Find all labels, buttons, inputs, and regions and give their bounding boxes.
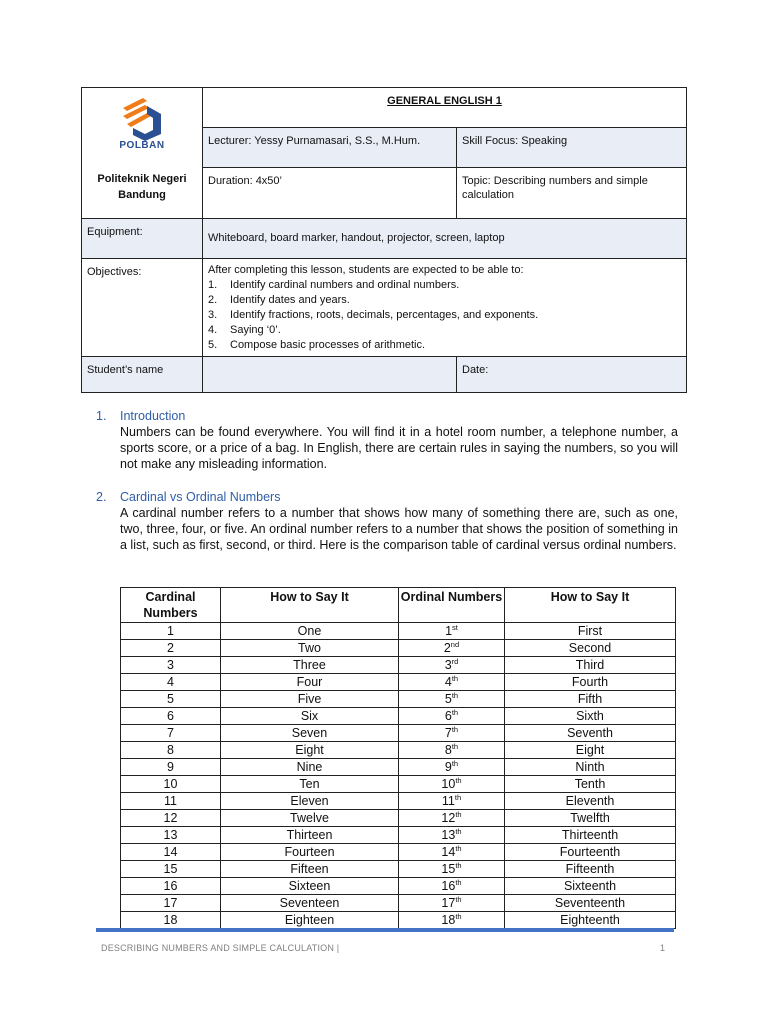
footer-rule [96, 928, 674, 932]
section-number: 1. [96, 409, 107, 423]
cardinal-number: 18 [121, 912, 221, 929]
cardinal-word: Twelve [221, 810, 399, 827]
ordinal-number [399, 725, 505, 742]
ordinal-digits: 17 [441, 896, 456, 910]
table-row [121, 640, 676, 657]
ordinal-word: Fourth [505, 674, 676, 691]
ordinal-number [399, 912, 505, 929]
ordinal-digits: 3 [444, 658, 452, 672]
cardinal-word: Four [221, 674, 399, 691]
ordinal-digits: 7 [444, 726, 452, 740]
table-header-row [121, 588, 676, 623]
objectives-intro: After completing this lesson, students are expected to be able to: [208, 264, 524, 276]
ordinal-suffix: th [455, 877, 462, 887]
objective-text: Compose basic processes of arithmetic. [230, 339, 426, 351]
ordinal-digits: 5 [444, 692, 452, 706]
table-row [121, 776, 676, 793]
cardinal-number: 10 [121, 776, 221, 793]
ordinal-digits: 8 [444, 743, 452, 757]
ordinal-digits: 16 [441, 879, 456, 893]
lecturer-cell: Lecturer: Yessy Purnamasari, S.S., M.Hum. [203, 128, 457, 168]
cardinal-word: Fifteen [221, 861, 399, 878]
cardinal-number: 12 [121, 810, 221, 827]
ordinal-word: Tenth [505, 776, 676, 793]
cardinal-word: Eighteen [221, 912, 399, 929]
section-introduction [96, 408, 678, 472]
table-row [121, 623, 676, 640]
page-number: 1 [660, 943, 666, 953]
table-row [121, 844, 676, 861]
cardinal-word: Sixteen [221, 878, 399, 895]
table-row [121, 878, 676, 895]
ordinal-digits: 9 [444, 760, 452, 774]
cardinal-word: Thirteen [221, 827, 399, 844]
table-row [121, 725, 676, 742]
section-title: Cardinal vs Ordinal Numbers [120, 490, 281, 504]
ordinal-suffix: rd [451, 656, 459, 666]
cardinal-word: Fourteen [221, 844, 399, 861]
topic-cell: Topic: Describing numbers and simple calculation [457, 168, 687, 219]
objective-item [208, 338, 681, 353]
cardinal-number: 6 [121, 708, 221, 725]
cardinal-word: Eleven [221, 793, 399, 810]
cardinal-number: 16 [121, 878, 221, 895]
table-row [121, 793, 676, 810]
objective-text: Identify fractions, roots, decimals, percentages, and exponents. [230, 309, 539, 321]
objective-text: Identify cardinal numbers and ordinal numbers. [230, 279, 460, 291]
cardinal-number: 13 [121, 827, 221, 844]
cardinal-ordinal-table [120, 587, 676, 929]
objective-item [208, 308, 681, 323]
table-row [121, 708, 676, 725]
ordinal-digits: 18 [441, 913, 456, 927]
table-body [121, 623, 676, 929]
objective-number: 3. [208, 309, 218, 321]
cardinal-number: 2 [121, 640, 221, 657]
ordinal-word: Seventeenth [505, 895, 676, 912]
objective-item [208, 323, 681, 338]
ordinal-suffix: th [454, 792, 462, 802]
ordinal-number [399, 640, 505, 657]
ordinal-digits: 6 [444, 709, 452, 723]
cardinal-word: Nine [221, 759, 399, 776]
ordinal-number [399, 674, 505, 691]
cardinal-number: 8 [121, 742, 221, 759]
ordinal-number [399, 844, 505, 861]
table-row [121, 861, 676, 878]
ordinal-number [399, 827, 505, 844]
ordinal-number [399, 776, 505, 793]
student-name-label: Student’s name [82, 357, 203, 393]
ordinal-number [399, 742, 505, 759]
table-row [121, 827, 676, 844]
ordinal-number [399, 861, 505, 878]
ordinal-word: Eight [505, 742, 676, 759]
table-row [121, 912, 676, 929]
cardinal-number: 11 [121, 793, 221, 810]
section-heading [96, 489, 678, 505]
ordinal-number [399, 895, 505, 912]
section-body: Numbers can be found everywhere. You will find it in a hotel room number, a telephone number, a sports score, or a price of a bag. In English, there are certain rules in saying the numbers, so you will not make any misleading information. [120, 425, 678, 471]
ordinal-suffix: st [452, 622, 458, 632]
ordinal-suffix: th [451, 741, 459, 751]
objective-number: 5. [208, 339, 218, 351]
ordinal-number [399, 810, 505, 827]
ordinal-suffix: nd [450, 639, 460, 649]
cardinal-word: Six [221, 708, 399, 725]
ordinal-number [399, 793, 505, 810]
ordinal-suffix: th [455, 894, 462, 904]
ordinal-word: Seventh [505, 725, 676, 742]
cardinal-number: 5 [121, 691, 221, 708]
ordinal-word: Eighteenth [505, 912, 676, 929]
ordinal-word: Fifteenth [505, 861, 676, 878]
ordinal-suffix: th [455, 843, 462, 853]
date-label: Date: [457, 357, 687, 393]
table-row [121, 674, 676, 691]
ordinal-suffix: th [455, 809, 462, 819]
ordinal-word: Third [505, 657, 676, 674]
ordinal-digits: 15 [441, 862, 456, 876]
section-cardinal-ordinal [96, 489, 678, 553]
ordinal-number [399, 708, 505, 725]
cardinal-word: One [221, 623, 399, 640]
header-how-to-say-ordinal: How to Say It [505, 588, 676, 623]
cardinal-number: 4 [121, 674, 221, 691]
cardinal-number: 15 [121, 861, 221, 878]
table-row [121, 895, 676, 912]
section-body: A cardinal number refers to a number that shows how many of something there are, such as one, two, three, four, or five. An ordinal number refers to a number that shows the position of something in a list, such as first, second, or third. Here is the comparison table of cardinal versus ordinal numbers. [120, 506, 678, 552]
ordinal-digits: 14 [441, 845, 456, 859]
ordinal-digits: 13 [441, 828, 456, 842]
header-cardinal: Cardinal Numbers [121, 588, 221, 623]
ordinal-suffix: th [455, 826, 462, 836]
ordinal-suffix: th [451, 690, 459, 700]
skill-focus-cell: Skill Focus: Speaking [457, 128, 687, 168]
table-row [121, 742, 676, 759]
cardinal-number: 17 [121, 895, 221, 912]
objective-item [208, 293, 681, 308]
ordinal-suffix: th [455, 860, 462, 870]
ordinal-suffix: th [455, 775, 462, 785]
header-ordinal: Ordinal Numbers [399, 588, 505, 623]
cardinal-number: 7 [121, 725, 221, 742]
cardinal-word: Five [221, 691, 399, 708]
section-number: 2. [96, 490, 107, 504]
ordinal-number [399, 759, 505, 776]
ordinal-word: Eleventh [505, 793, 676, 810]
ordinal-word: Sixth [505, 708, 676, 725]
logo-text: POLBAN [119, 140, 165, 151]
ordinal-word: Fourteenth [505, 844, 676, 861]
equipment-label: Equipment: [82, 219, 203, 259]
cardinal-word: Eight [221, 742, 399, 759]
cardinal-word: Ten [221, 776, 399, 793]
cardinal-number: 14 [121, 844, 221, 861]
ordinal-word: Ninth [505, 759, 676, 776]
ordinal-number [399, 657, 505, 674]
ordinal-word: First [505, 623, 676, 640]
polban-logo-icon [117, 94, 167, 142]
ordinal-suffix: th [455, 911, 462, 921]
ordinal-number [399, 878, 505, 895]
cardinal-number: 3 [121, 657, 221, 674]
cardinal-word: Three [221, 657, 399, 674]
ordinal-digits: 12 [441, 811, 456, 825]
section-heading [96, 408, 678, 424]
ordinal-word: Twelfth [505, 810, 676, 827]
institution-name: Politeknik Negeri Bandung [97, 173, 187, 201]
duration-cell: Duration: 4x50’ [203, 168, 457, 219]
cardinal-word: Two [221, 640, 399, 657]
objective-text: Identify dates and years. [230, 294, 350, 306]
ordinal-digits: 11 [441, 794, 455, 808]
ordinal-suffix: th [451, 707, 459, 717]
table-row [121, 759, 676, 776]
ordinal-word: Thirteenth [505, 827, 676, 844]
section-title: Introduction [120, 409, 186, 423]
table-row [121, 810, 676, 827]
cardinal-word: Seven [221, 725, 399, 742]
student-name-field[interactable] [203, 357, 457, 393]
objectives-cell [203, 259, 687, 357]
objective-number: 1. [208, 279, 218, 291]
lesson-info-table [81, 87, 687, 393]
ordinal-suffix: th [451, 758, 459, 768]
ordinal-digits: 1 [445, 624, 453, 638]
ordinal-digits: 2 [443, 641, 451, 655]
cardinal-number: 9 [121, 759, 221, 776]
equipment-value: Whiteboard, board marker, handout, projector, screen, laptop [203, 219, 687, 259]
table-row [121, 657, 676, 674]
table-row [121, 691, 676, 708]
cardinal-word: Seventeen [221, 895, 399, 912]
objective-text: Saying ‘0’. [230, 324, 281, 336]
course-title: GENERAL ENGLISH 1 [203, 88, 687, 128]
ordinal-number [399, 623, 505, 640]
logo-cell [82, 88, 203, 219]
ordinal-suffix: th [451, 673, 459, 683]
ordinal-suffix: th [451, 724, 459, 734]
footer-title: DESCRIBING NUMBERS AND SIMPLE CALCULATION | [101, 943, 340, 953]
header-how-to-say-cardinal: How to Say It [221, 588, 399, 623]
objective-item [208, 278, 681, 293]
objectives-list [208, 278, 681, 353]
ordinal-digits: 10 [441, 777, 456, 791]
ordinal-digits: 4 [444, 675, 452, 689]
objective-number: 4. [208, 324, 218, 336]
objectives-label: Objectives: [82, 259, 203, 357]
ordinal-word: Second [505, 640, 676, 657]
ordinal-word: Sixteenth [505, 878, 676, 895]
ordinal-word: Fifth [505, 691, 676, 708]
objective-number: 2. [208, 294, 218, 306]
ordinal-number [399, 691, 505, 708]
cardinal-number: 1 [121, 623, 221, 640]
